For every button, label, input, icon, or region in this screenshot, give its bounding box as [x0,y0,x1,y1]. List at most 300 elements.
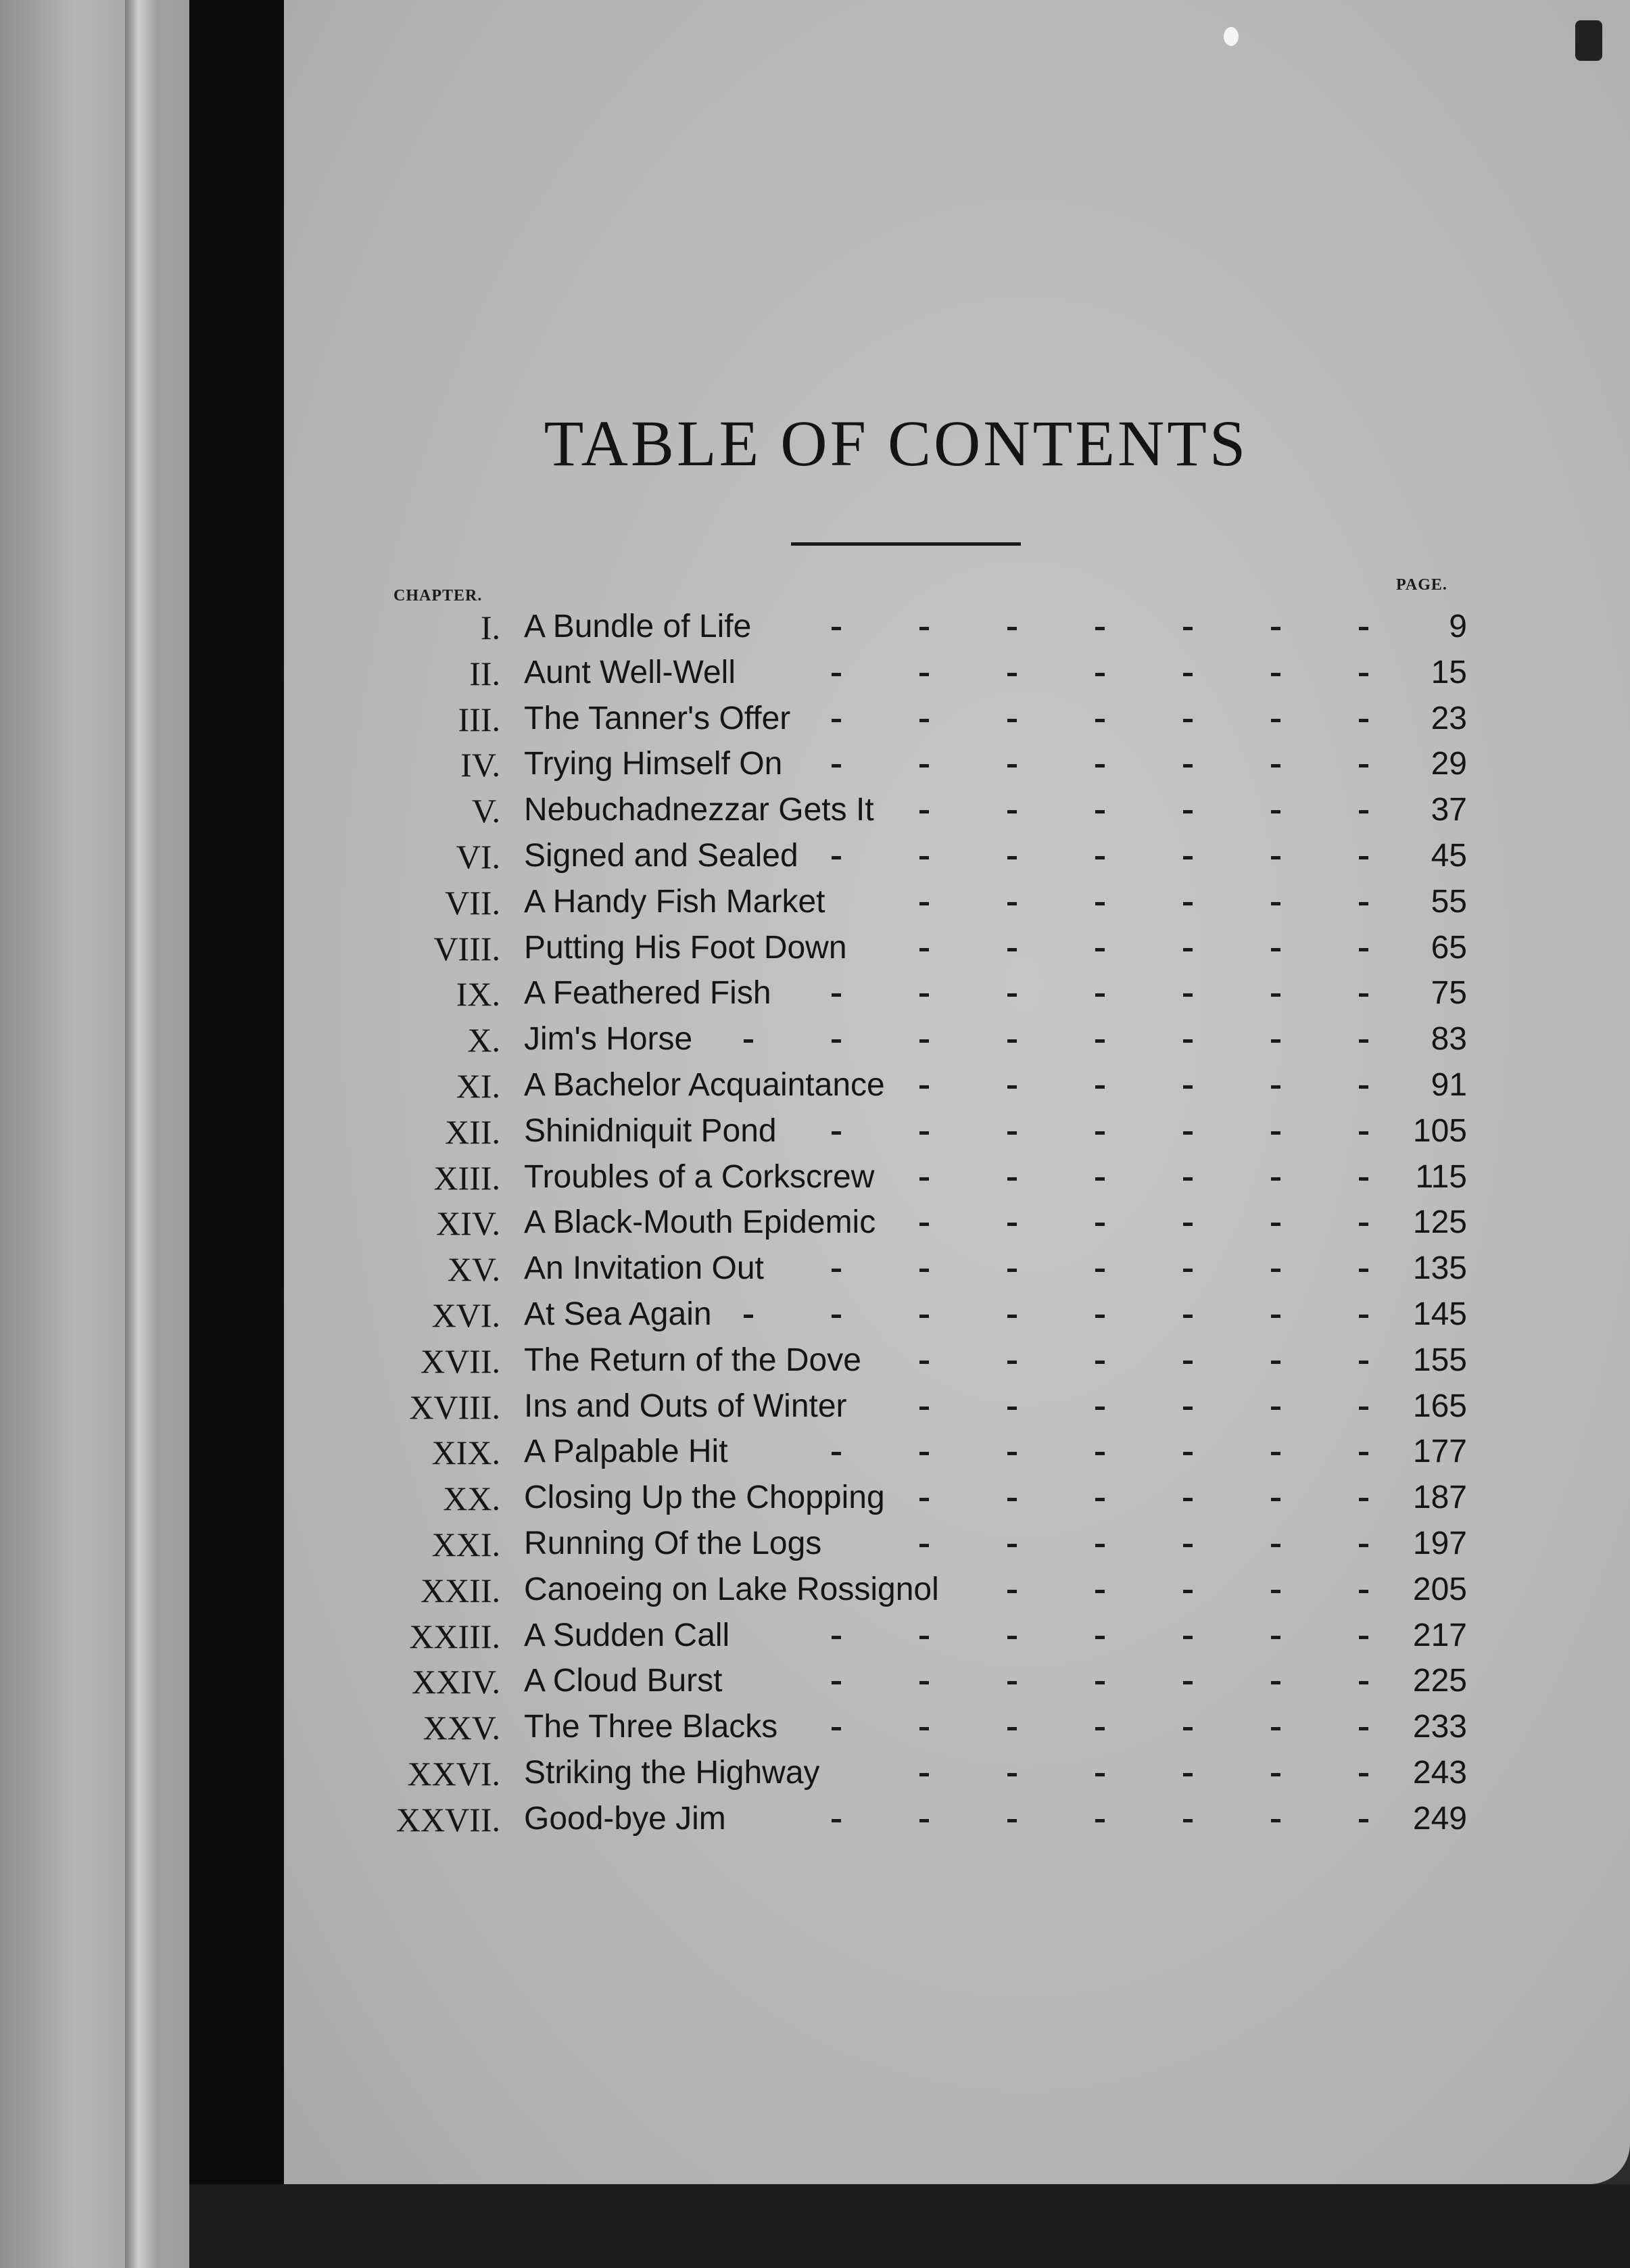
chapter-title: At Sea Again [524,1296,712,1332]
leader-dash [1359,1727,1368,1730]
leader-dash [1271,1636,1280,1639]
page-number: 37 [1431,792,1467,828]
page-number: 225 [1412,1663,1467,1699]
leader-dash [919,1773,929,1776]
leader-dash [1007,1315,1017,1318]
leader-dash [744,1039,753,1043]
leader-dash [919,627,929,630]
page-number: 45 [1431,837,1467,874]
chapter-title: A Black-Mouth Epidemic [524,1204,876,1241]
leader-dash [1271,673,1280,676]
page-number: 145 [1412,1296,1467,1332]
book-spine [0,0,189,2268]
chapter-number: IV. [460,746,500,784]
leader-dash [832,1131,841,1135]
leader-dash [1095,1223,1105,1226]
leader-dash [1007,1773,1017,1776]
leader-dash [1271,627,1280,630]
leader-dash [1095,1315,1105,1318]
chapter-number: XV. [447,1250,500,1289]
chapter-number: XXVI. [407,1754,500,1793]
leader-dash [1271,902,1280,905]
page-title: TABLE OF CONTENTS [544,407,1249,479]
leader-dash [1095,719,1105,722]
leader-dash [1007,1636,1017,1639]
leader-dash [919,993,929,997]
leader-dash [919,1039,929,1043]
leader-dash [1007,948,1017,951]
leader-dashes [365,1204,1467,1244]
page-number: 135 [1412,1250,1467,1287]
chapter-title: Nebuchadnezzar Gets It [524,792,874,828]
chapter-title: Putting His Foot Down [524,929,847,966]
leader-dash [1007,673,1017,676]
toc-entry [365,1016,1467,1062]
chapter-title: Ins and Outs of Winter [524,1388,847,1424]
leader-dash [1271,1727,1280,1730]
leader-dash [919,1452,929,1455]
leader-dashes [365,745,1467,786]
leader-dash [832,1727,841,1730]
leader-dash [1183,810,1193,813]
leader-dash [1271,1681,1280,1684]
leader-dash [1095,1590,1105,1593]
leader-dash [1183,1819,1193,1822]
leader-dash [1183,1498,1193,1501]
leader-dash [1271,1131,1280,1135]
chapter-title: Signed and Sealed [524,837,798,874]
leader-dashes [365,1708,1467,1749]
leader-dash [1183,1223,1193,1226]
page-column-header: PAGE. [1396,576,1447,594]
leader-dash [1359,1085,1368,1089]
leader-dash [832,673,841,676]
leader-dash [919,719,929,722]
leader-dash [832,764,841,767]
chapter-title: The Return of the Dove [524,1342,861,1378]
leader-dash [919,948,929,951]
leader-dash [1271,1361,1280,1364]
toc-entry [365,970,1467,1016]
leader-dash [919,1131,929,1135]
leader-dash [1183,627,1193,630]
leader-dash [1007,1544,1017,1547]
leader-dash [919,1361,929,1364]
leader-dash [919,1085,929,1089]
leader-dashes [365,654,1467,694]
leader-dash [1183,764,1193,767]
leader-dash [1271,1544,1280,1547]
leader-dash [1271,1819,1280,1822]
leader-dash [1359,902,1368,905]
spine-edge [125,0,159,2268]
toc-entry [365,1796,1467,1842]
leader-dash [1095,902,1105,905]
leader-dash [1183,719,1193,722]
chapter-column-header: CHAPTER. [393,587,483,605]
leader-dash [1007,1131,1017,1135]
chapter-title: A Feathered Fish [524,975,771,1012]
toc-entry [365,1613,1467,1659]
leader-dash [1095,1681,1105,1684]
leader-dash [1183,1681,1193,1684]
leader-dash [1359,856,1368,859]
leader-dash [919,1223,929,1226]
leader-dash [1359,627,1368,630]
chapter-number: XI. [456,1066,500,1105]
toc-entry [365,925,1467,971]
leader-dash [832,1819,841,1822]
leader-dash [832,1039,841,1043]
leader-dash [1183,1727,1193,1730]
leader-dash [1359,1315,1368,1318]
leader-dash [1095,810,1105,813]
leader-dash [1007,1085,1017,1089]
leader-dash [919,1727,929,1730]
page-number: 15 [1431,654,1467,690]
leader-dash [919,673,929,676]
toc-entry [365,879,1467,925]
leader-dash [919,1315,929,1318]
leader-dash [1183,1636,1193,1639]
page-number: 105 [1412,1112,1467,1149]
leader-dash [744,1315,753,1318]
leader-dashes [365,929,1467,970]
toc-entry [365,1521,1467,1567]
leader-dash [1271,1085,1280,1089]
toc-entry [365,650,1467,696]
leader-dash [832,719,841,722]
leader-dash [1359,1498,1368,1501]
toc-entry [365,1567,1467,1613]
leader-dash [1007,810,1017,813]
leader-dash [1007,1819,1017,1822]
leader-dash [1095,993,1105,997]
leader-dash [1183,1177,1193,1181]
leader-dash [1359,1407,1368,1410]
leader-dash [919,1407,929,1410]
table-of-contents-list [365,604,1467,1842]
toc-entry [365,1658,1467,1704]
leader-dash [919,1681,929,1684]
chapter-number: XXV. [423,1709,500,1747]
leader-dash [1359,1544,1368,1547]
leader-dash [1095,1727,1105,1730]
leader-dash [1183,902,1193,905]
page-number: 65 [1431,929,1467,966]
leader-dash [1271,1269,1280,1272]
leader-dash [1095,1039,1105,1043]
leader-dash [1007,902,1017,905]
toc-entry [365,1384,1467,1430]
page-number: 177 [1412,1434,1467,1470]
chapter-title: Troubles of a Corkscrew [524,1158,875,1195]
leader-dash [1183,1315,1193,1318]
leader-dash [832,1269,841,1272]
leader-dash [1183,1361,1193,1364]
leader-dash [1359,1039,1368,1043]
leader-dashes [365,974,1467,1015]
binding-gutter [189,0,284,2268]
leader-dash [1095,1177,1105,1181]
chapter-number: VII. [445,883,500,922]
leader-dash [1359,764,1368,767]
page-number: 29 [1431,746,1467,782]
leader-dash [1095,1269,1105,1272]
leader-dash [1007,1407,1017,1410]
leader-dash [1271,1039,1280,1043]
leader-dash [1095,1544,1105,1547]
leader-dash [1095,1773,1105,1776]
leader-dash [919,1819,929,1822]
leader-dash [1095,1085,1105,1089]
leader-dash [1359,1773,1368,1776]
toc-entry [365,604,1467,650]
toc-entry [365,787,1467,833]
leader-dash [1183,948,1193,951]
leader-dash [919,1498,929,1501]
leader-dash [1183,673,1193,676]
leader-dash [1095,856,1105,859]
leader-dash [1095,1407,1105,1410]
leader-dashes [365,1296,1467,1336]
toc-entry [365,1429,1467,1475]
leader-dashes [365,1525,1467,1565]
page-number: 115 [1415,1158,1467,1195]
leader-dashes [365,700,1467,740]
leader-dash [832,1636,841,1639]
leader-dash [832,1452,841,1455]
leader-dash [1271,993,1280,997]
toc-entry [365,1200,1467,1246]
page-number: 75 [1431,975,1467,1012]
leader-dash [1271,1407,1280,1410]
chapter-number: VI. [456,837,500,876]
leader-dash [1359,1590,1368,1593]
leader-dash [919,856,929,859]
leader-dash [1359,1269,1368,1272]
leader-dash [1007,719,1017,722]
chapter-number: XIII. [433,1158,500,1197]
chapter-number: X. [467,1021,500,1060]
leader-dash [1183,856,1193,859]
page-number: 91 [1431,1066,1467,1103]
leader-dash [919,1636,929,1639]
toc-entry [365,696,1467,742]
leader-dash [1095,627,1105,630]
toc-entry [365,1475,1467,1521]
page-number: 125 [1412,1204,1467,1241]
chapter-title: The Tanner's Offer [524,700,791,736]
chapter-number: XVIII. [409,1388,500,1426]
leader-dash [1095,1452,1105,1455]
leader-dash [1271,1773,1280,1776]
leader-dash [1095,1498,1105,1501]
toc-entry [365,1338,1467,1384]
leader-dashes [365,608,1467,648]
leader-dash [1271,856,1280,859]
leader-dash [1007,1727,1017,1730]
page-number: 233 [1412,1709,1467,1745]
chapter-number: XIV. [436,1204,500,1243]
leader-dash [1095,1636,1105,1639]
leader-dash [1183,1039,1193,1043]
leader-dash [1359,1681,1368,1684]
leader-dash [1183,1590,1193,1593]
leader-dash [1183,1407,1193,1410]
chapter-number: I. [480,609,500,646]
leader-dash [1271,1590,1280,1593]
leader-dash [1007,1498,1017,1501]
leader-dash [1183,1773,1193,1776]
leader-dashes [365,1433,1467,1473]
leader-dashes [365,1388,1467,1428]
leader-dash [1007,1177,1017,1181]
page-number: 83 [1431,1021,1467,1058]
chapter-number: XXIV. [411,1663,500,1701]
leader-dash [1095,1131,1105,1135]
leader-dash [1183,993,1193,997]
chapter-title: Running Of the Logs [524,1525,822,1561]
chapter-title: The Three Blacks [524,1709,778,1745]
leader-dash [1359,1361,1368,1364]
leader-dash [919,764,929,767]
leader-dash [1007,1039,1017,1043]
leader-dash [1271,1315,1280,1318]
leader-dashes [365,1112,1467,1153]
page-number: 165 [1412,1388,1467,1424]
page-number: 243 [1412,1754,1467,1791]
toc-entry [365,741,1467,787]
leader-dash [1007,1269,1017,1272]
leader-dash [1007,856,1017,859]
chapter-title: Jim's Horse [524,1021,693,1058]
chapter-number: XXVII. [395,1800,500,1839]
leader-dash [1359,1819,1368,1822]
leader-dash [1095,1361,1105,1364]
leader-dash [1359,1177,1368,1181]
page-number: 197 [1412,1525,1467,1561]
leader-dash [1271,1452,1280,1455]
leader-dash [1007,1590,1017,1593]
chapter-title: A Sudden Call [524,1617,730,1653]
leader-dashes [365,837,1467,878]
leader-dash [1359,1223,1368,1226]
chapter-title: An Invitation Out [524,1250,764,1287]
leader-dash [1271,948,1280,951]
leader-dash [1271,1498,1280,1501]
leader-dashes [365,1662,1467,1703]
toc-entry [365,1108,1467,1154]
page-bottom-shadow [189,2184,1630,2268]
chapter-title: Canoeing on Lake Rossignol [524,1571,939,1607]
chapter-number: XII. [445,1112,500,1151]
chapter-number: XIX. [431,1434,500,1472]
leader-dash [919,1177,929,1181]
leader-dashes [365,1250,1467,1290]
chapter-title: A Bundle of Life [524,609,752,644]
chapter-title: A Handy Fish Market [524,883,825,920]
leader-dash [1359,1131,1368,1135]
chapter-number: V. [471,792,500,830]
leader-dash [1183,1085,1193,1089]
leader-dash [1271,1223,1280,1226]
page-number: 249 [1412,1800,1467,1837]
chapter-title: A Cloud Burst [524,1663,723,1699]
leader-dash [1183,1544,1193,1547]
leader-dash [1007,993,1017,997]
leader-dash [1007,1452,1017,1455]
leader-dash [919,1269,929,1272]
leader-dashes [365,1066,1467,1107]
leader-dash [919,902,929,905]
chapter-number: XXI. [431,1525,500,1563]
leader-dash [832,1315,841,1318]
chapter-number: XXII. [420,1571,500,1609]
leader-dashes [365,1800,1467,1841]
leader-dash [1095,673,1105,676]
leader-dash [1183,1452,1193,1455]
toc-entry [365,1704,1467,1750]
leader-dashes [365,1571,1467,1611]
leader-dash [1095,764,1105,767]
chapter-number: XXIII. [409,1617,500,1655]
leader-dash [1271,1177,1280,1181]
leader-dashes [365,1020,1467,1061]
leader-dash [1271,810,1280,813]
leader-dash [1095,948,1105,951]
leader-dash [1183,1269,1193,1272]
page-number: 187 [1412,1480,1467,1516]
leader-dashes [365,1617,1467,1657]
chapter-number: III. [458,700,500,738]
leader-dash [1271,719,1280,722]
page-number: 155 [1412,1342,1467,1378]
leader-dash [832,1681,841,1684]
leader-dash [1007,1223,1017,1226]
leader-dash [1359,1452,1368,1455]
chapter-number: II. [469,654,500,692]
leader-dash [1359,673,1368,676]
leader-dash [1007,1361,1017,1364]
chapter-number: XVI. [431,1296,500,1334]
leader-dash [1007,627,1017,630]
chapter-title: Good-bye Jim [524,1800,726,1837]
page-number: 217 [1412,1617,1467,1653]
leader-dashes [365,1754,1467,1795]
toc-entry [365,1062,1467,1108]
ink-speck [1224,27,1239,46]
leader-dash [1271,764,1280,767]
page-number: 9 [1449,609,1467,644]
leader-dashes [365,1342,1467,1382]
chapter-title: A Bachelor Acquaintance [524,1066,885,1103]
chapter-number: XVII. [420,1342,500,1380]
chapter-number: VIII. [433,929,500,968]
toc-entry [365,1246,1467,1292]
leader-dash [1359,993,1368,997]
page-number: 23 [1431,700,1467,736]
chapter-title: Closing Up the Chopping [524,1480,885,1516]
leader-dash [1359,1636,1368,1639]
toc-entry [365,833,1467,879]
title-rule [791,542,1021,546]
leader-dash [1183,1131,1193,1135]
chapter-title: Aunt Well-Well [524,654,736,690]
chapter-title: A Palpable Hit [524,1434,728,1470]
leader-dash [1359,719,1368,722]
chapter-number: IX. [456,975,500,1014]
